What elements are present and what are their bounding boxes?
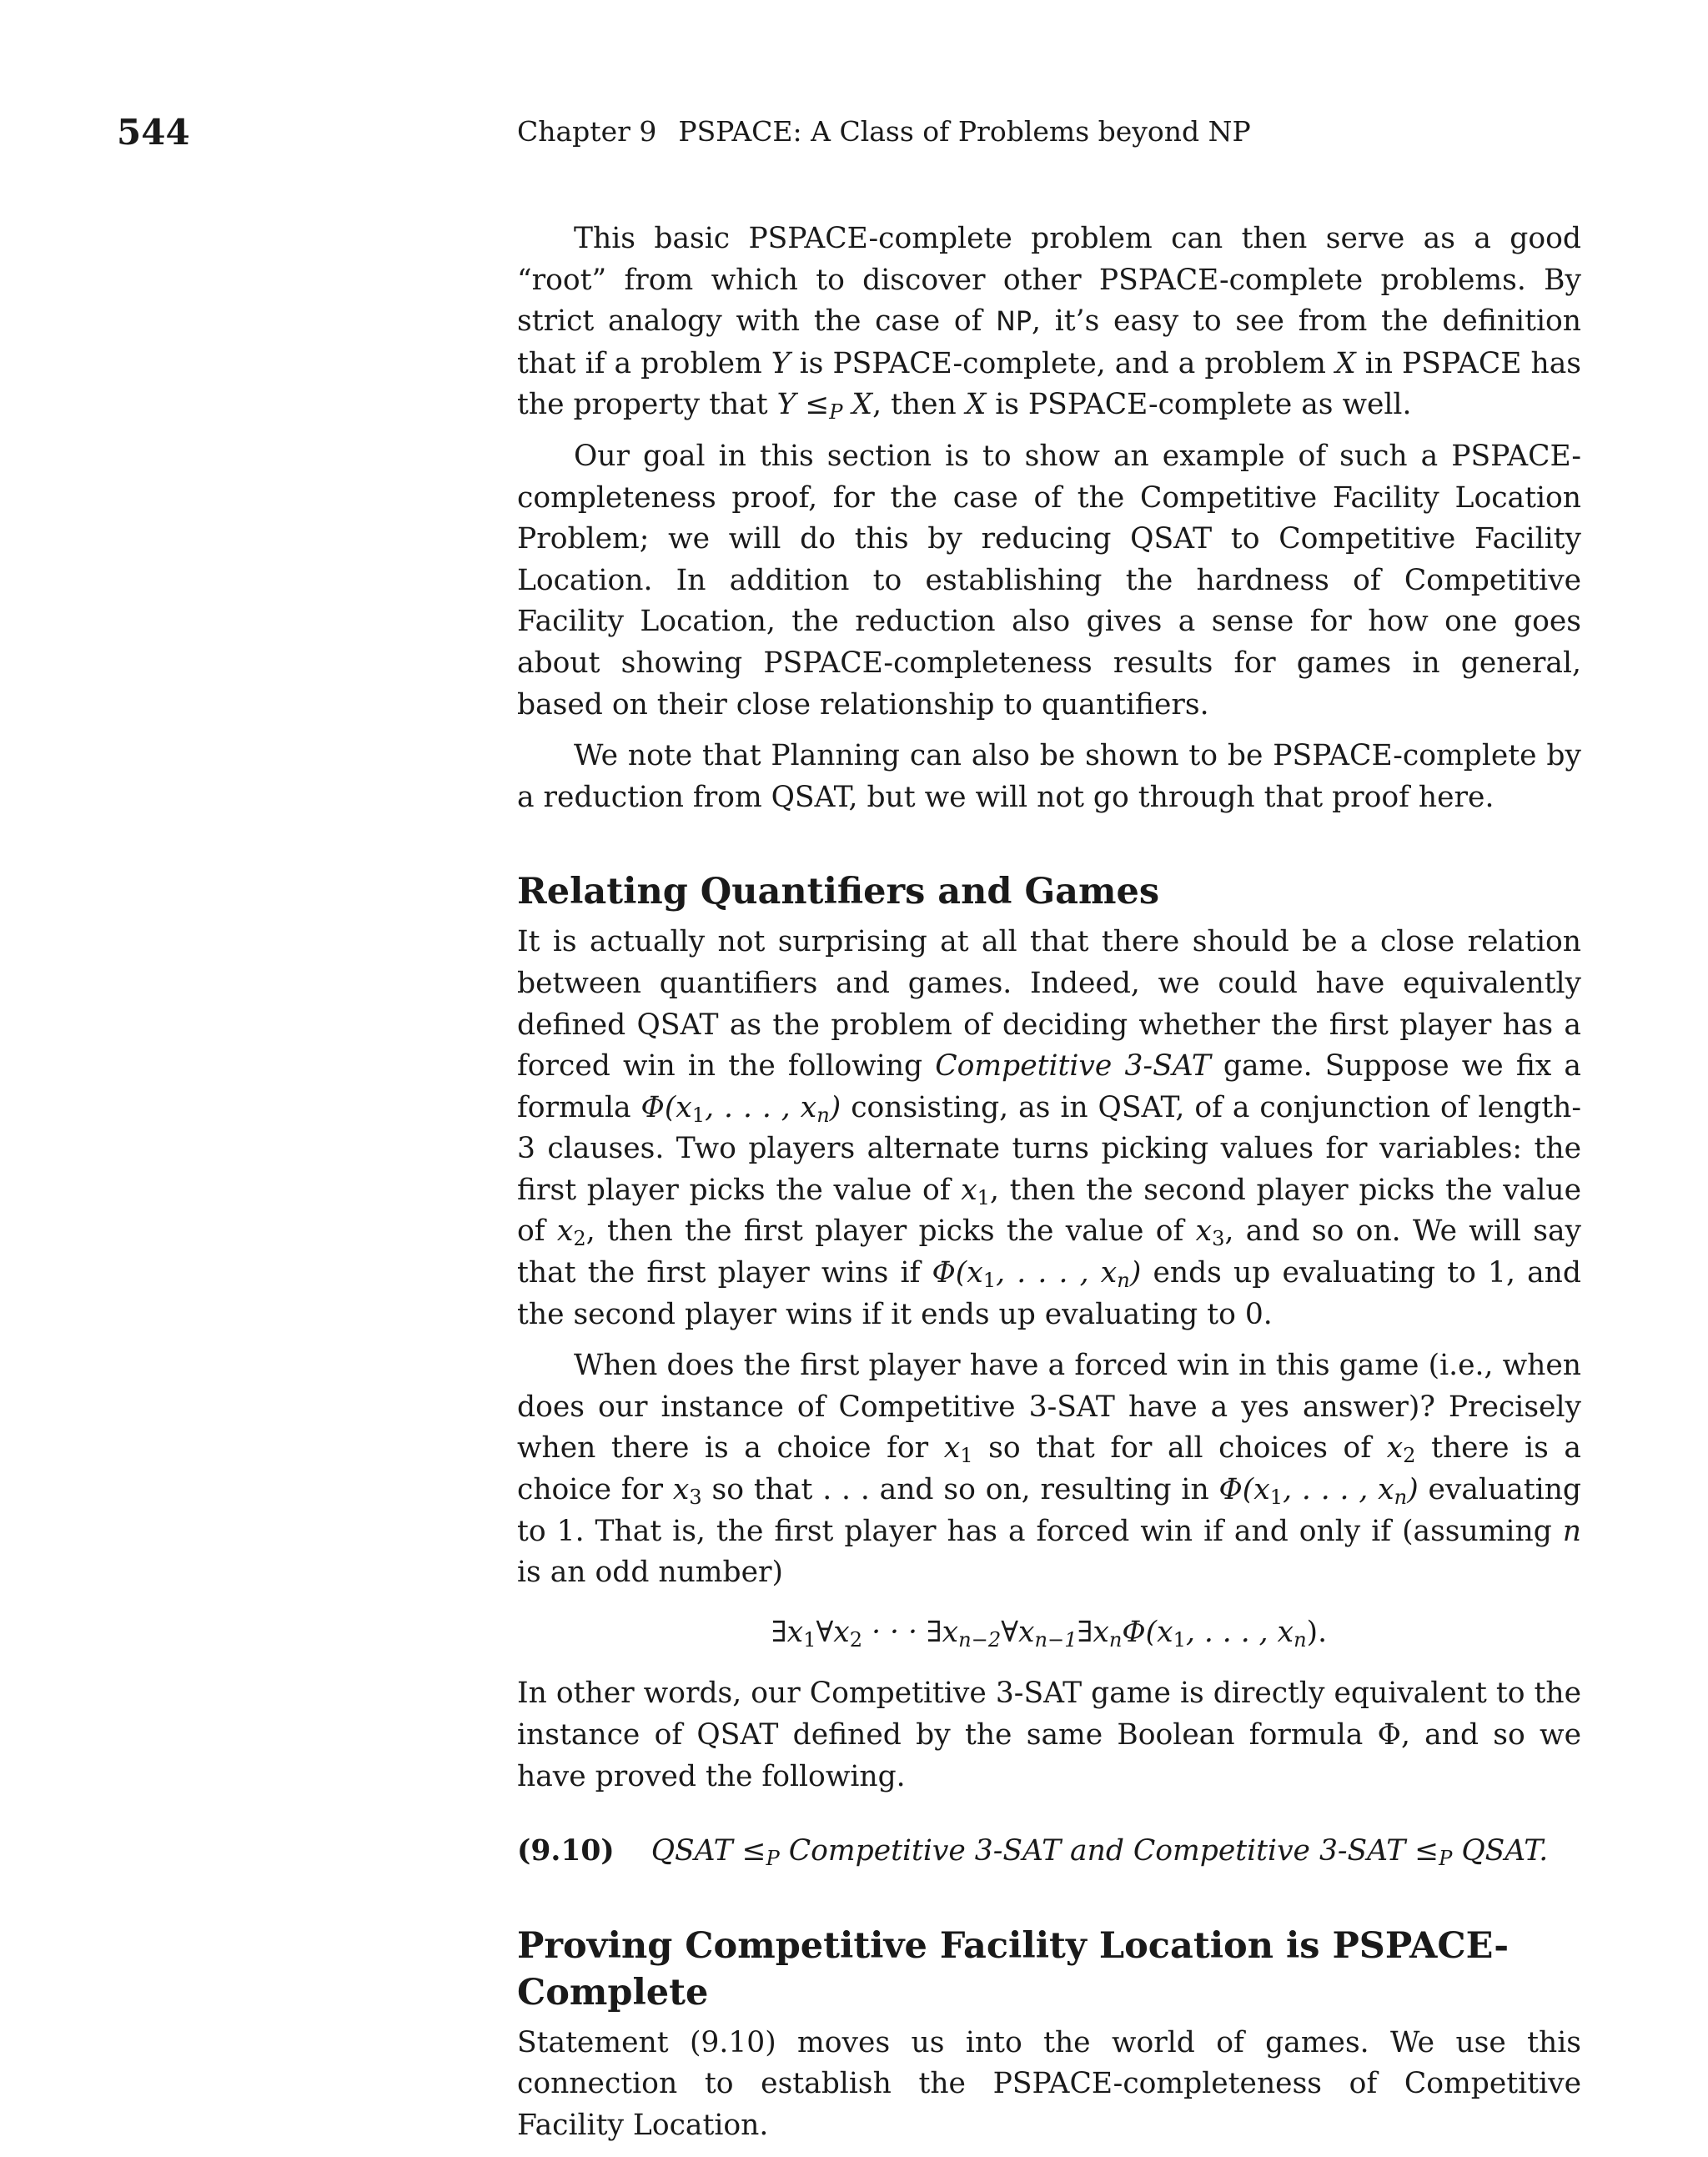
paragraph-root-problem: This basic PSPACE-complete problem can then serve as a good “root” from which to discover other PSPACE-complete problems. By strict analogy with the case of NP, it’s easy to see from the definition that if a problem Y is PSPACE-complete, and a problem X in PSPACE has the property that $Y \le_P$ X, then X is PSPACE-complete as well. bbox=[517, 222, 1581, 425]
paragraph-games-connection: Statement (9.10) moves us into the world of games. We use this connection to establish the PSPACE-completeness of Competitive Facility Location. bbox=[517, 2025, 1581, 2142]
section-heading-quantifiers-games: Relating Quantifiers and Games bbox=[517, 871, 1160, 913]
claim-9-10 bbox=[517, 1831, 1581, 1873]
paragraph-planning: We note that Planning can also be shown to be PSPACE-complete by a reduction from QSAT, but we will not go through that proof here. bbox=[517, 739, 1581, 814]
np-symbol: NP bbox=[996, 307, 1032, 338]
paragraph-equivalence: In other words, our Competitive 3-SAT game is directly equivalent to the instance of QSAT defined by the same Boolean formula Φ, and so we have proved the following. bbox=[517, 1677, 1581, 1793]
chapter-title: PSPACE: A Class of Problems beyond NP bbox=[678, 115, 1251, 148]
claim-number: (9.10) bbox=[517, 1834, 615, 1868]
paragraph-goal: Our goal in this section is to show an example of such a PSPACE-completeness proof, for the case of the Competitive Facility Location Problem; we will do this by reducing QSAT to Competitive Facility Location. In addition to establishing the hardness of Competitive Facility Location, the reduction also gives a sense for how one goes about showing PSPACE-completeness results for games in general, based on their close relationship to quantifiers. bbox=[517, 439, 1581, 722]
game-name: Competitive 3-SAT bbox=[935, 1049, 1211, 1084]
display-equation-quantifiers: $\exists x_1\forall x_2$ · · · $\exists x_{n-2}\forall x_{n-1}\exists x_n\Phi(x_1$, . . . , $x_n$). bbox=[771, 1615, 1328, 1652]
running-head bbox=[517, 115, 1251, 148]
paragraph-competitive-3sat: It is actually not surprising at all that there should be a close relation between quantifiers and games. Indeed, we could have equivalently defined QSAT as the problem of deciding whether the first player has a forced win in the following Competitive 3-SAT game. Suppose we fix a formula $\Phi(x_1$, . . . , $x_n$) consisting, as in QSAT, of a conjunction of length-3 clauses. Two players alternate turns picking values for variables: the first player picks the value of $x_1$, then the second player picks the value of $x_2$, then the first player picks the value of $x_3$, and so on. We will say that the first player wins if $\Phi(x_1$, . . . , $x_n$) ends up evaluating to 1, and the second player wins if it ends up evaluating to 0. bbox=[517, 925, 1582, 1331]
section-heading-proving-cfl: Proving Competitive Facility Location is PSPACE-Complete bbox=[517, 1924, 1510, 2014]
chapter-label: Chapter 9 bbox=[517, 115, 657, 148]
reduction-relation: $Y \le_P$ X bbox=[776, 388, 873, 425]
page-number: 544 bbox=[117, 112, 190, 153]
paragraph-forced-win: When does the first player have a forced win in this game (i.e., when does our instance of Competitive 3-SAT have a yes answer)? Precisely when there is a choice for $x_1$ so that for all choices of $x_2$ there is a choice for $x_3$ so that . . . and so on, resulting in $\Phi(x_1$, . . . , $x_n$) evaluating to 1. That is, the first player has a forced win if and only if (assuming n is an odd number) bbox=[517, 1349, 1582, 1590]
page-body bbox=[517, 219, 1581, 2157]
claim-text: QSAT $\le_P$ Competitive 3-SAT and Competitive $3-SAT \le_P$ QSAT. bbox=[651, 1834, 1549, 1871]
